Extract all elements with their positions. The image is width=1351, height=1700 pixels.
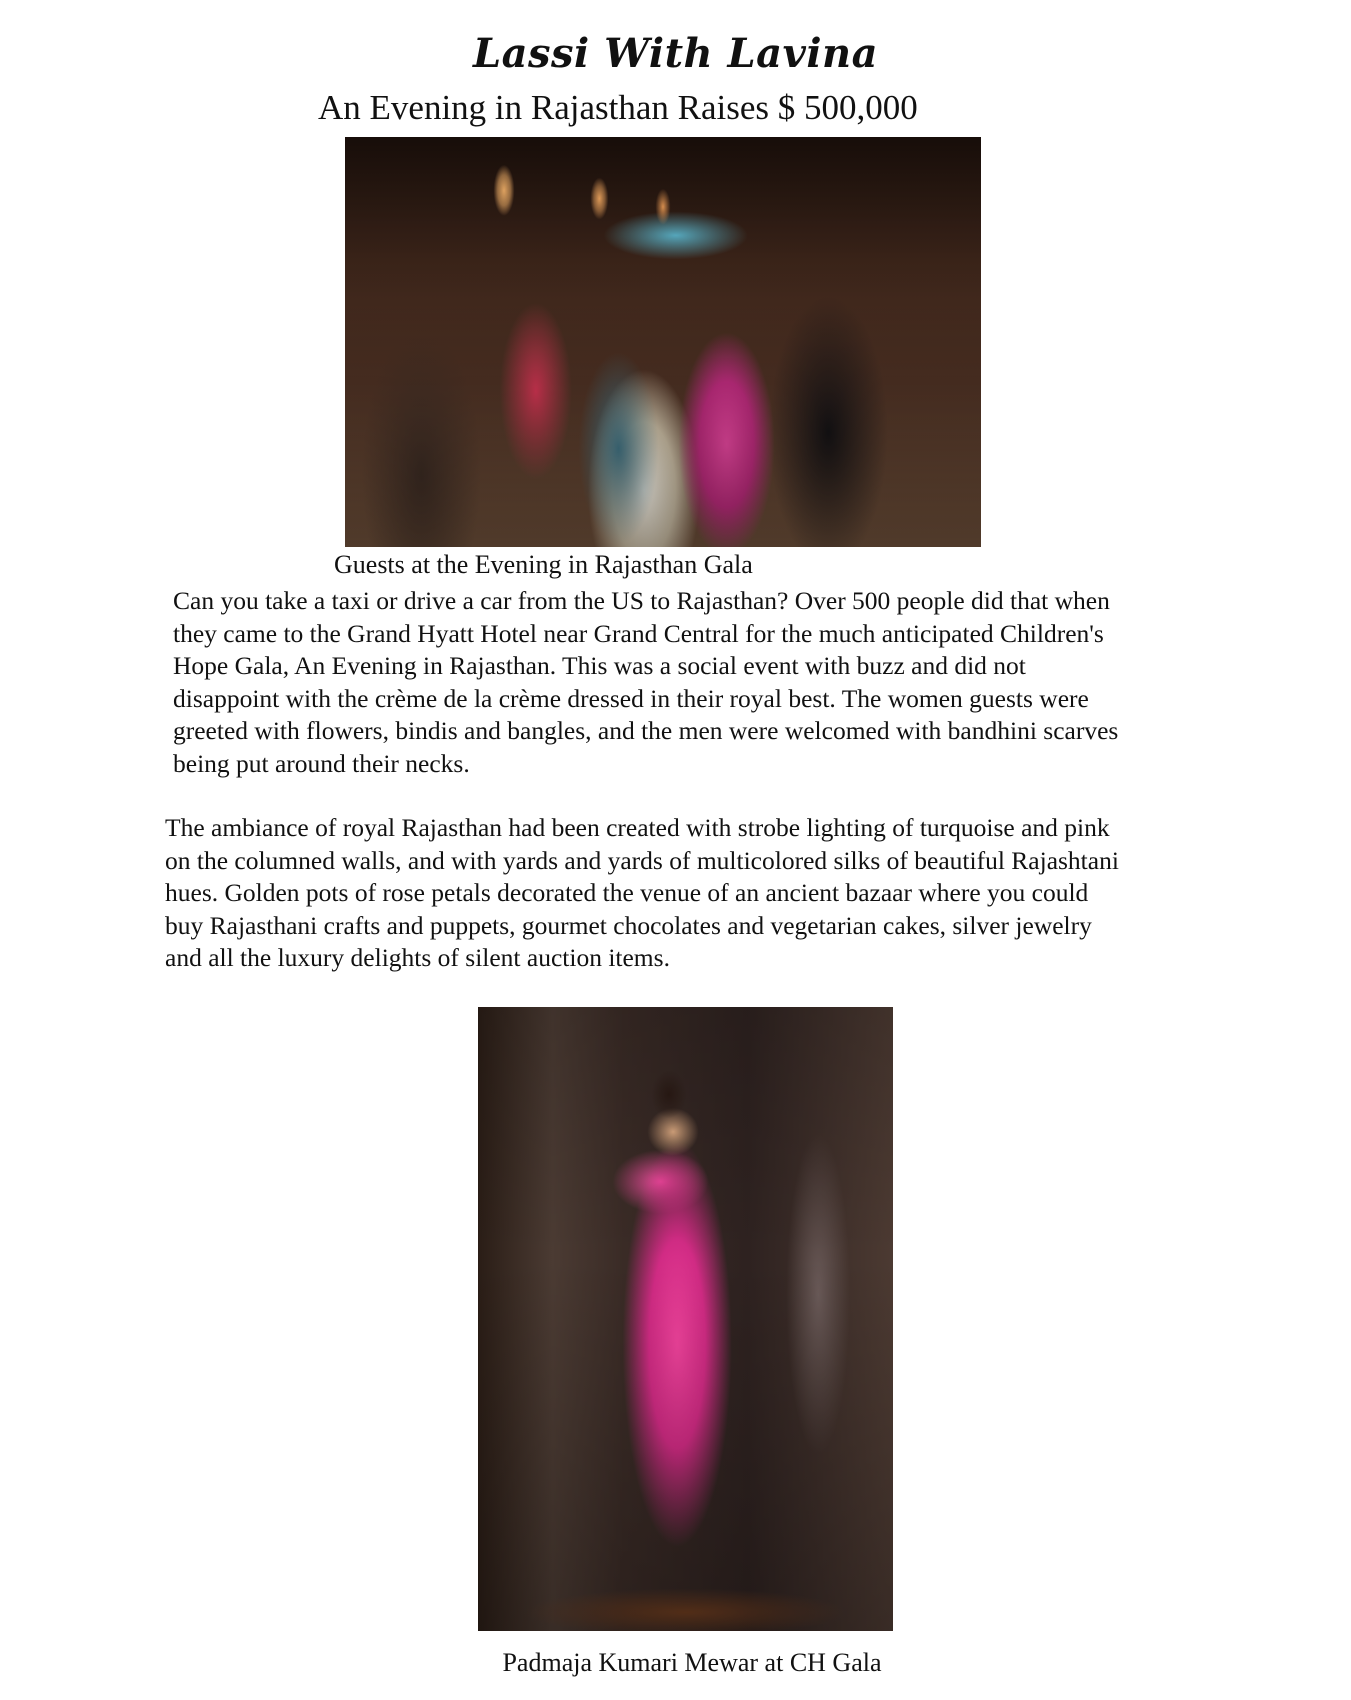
paragraph-line: Hope Gala, An Evening in Rajasthan. This was a social event with buzz and did not bbox=[173, 651, 1026, 680]
paragraph-line: disappoint with the crème de la crème dressed in their royal best. The women guests were bbox=[173, 683, 1089, 713]
paragraph-line: hues. Golden pots of rose petals decorated the venue of an ancient bazaar where you could bbox=[165, 878, 1089, 907]
gala-guests-photo bbox=[345, 137, 981, 547]
photo-shade bbox=[345, 137, 981, 547]
paragraph-line: buy Rajasthani crafts and puppets, gourmet chocolates and vegetarian cakes, silver jewelry bbox=[165, 910, 1092, 940]
article-headline: An Evening in Rajasthan Raises $ 500,000 bbox=[318, 88, 918, 127]
article-paragraph-1 bbox=[173, 585, 1118, 780]
padmaja-photo-caption: Padmaja Kumari Mewar at CH Gala bbox=[502, 1648, 882, 1677]
gala-photo-caption: Guests at the Evening in Rajasthan Gala bbox=[334, 550, 753, 579]
photo-shade bbox=[478, 1007, 893, 1631]
paragraph-line: greeted with flowers, bindis and bangles, and the men were welcomed with bandhini scarves bbox=[173, 716, 1119, 745]
paragraph-line: they came to the Grand Hyatt Hotel near Grand Central for the much anticipated Children's bbox=[173, 618, 1104, 648]
paragraph-line: Can you take a taxi or drive a car from the US to Rajasthan? Over 500 people did that when bbox=[173, 586, 1110, 615]
paragraph-line: and all the luxury delights of silent auction items. bbox=[165, 943, 670, 972]
article-paragraph-2 bbox=[165, 812, 1119, 975]
masthead-title: Lassi With Lavina bbox=[472, 30, 879, 77]
padmaja-portrait-photo bbox=[478, 1007, 893, 1631]
paragraph-line: The ambiance of royal Rajasthan had been created with strobe lighting of turquoise and pink bbox=[165, 813, 1110, 842]
paragraph-line: on the columned walls, and with yards and yards of multicolored silks of beautiful Rajashtani bbox=[165, 845, 1119, 875]
paragraph-line: being put around their necks. bbox=[173, 748, 470, 778]
